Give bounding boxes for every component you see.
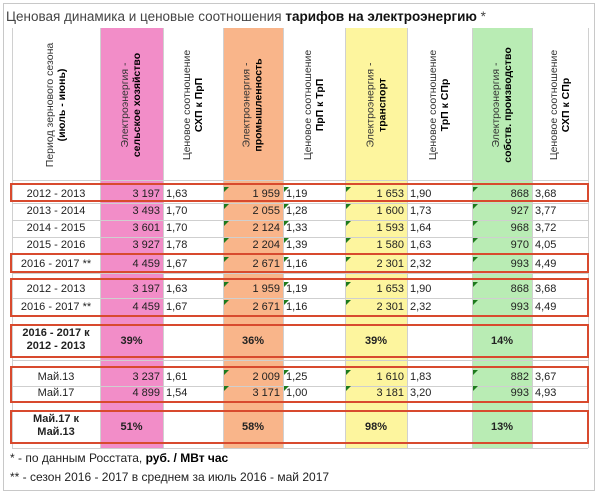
column-header-4 (283, 30, 345, 180)
table-cell: 4 459 (132, 258, 160, 270)
table-cell: 3 197 (132, 188, 160, 200)
table-cell: 1,63 (166, 283, 188, 295)
table-cell: 3 493 (132, 205, 160, 217)
grid-hline (12, 448, 588, 449)
table-cell: 1,64 (410, 222, 432, 234)
table-cell: 1,33 (286, 222, 308, 234)
column-header-0 (12, 30, 100, 180)
header-line-bold: (июль - июнь) (56, 68, 69, 142)
column-header-label (548, 50, 572, 160)
header-line-bold: транспорт (376, 78, 388, 132)
table-cell: 1 653 (376, 188, 404, 200)
table-cell: 3,77 (535, 205, 557, 217)
column-header-label (490, 47, 514, 163)
green-corner-marker (284, 238, 289, 243)
table-cell: 1,61 (166, 371, 188, 383)
column-header-8 (532, 30, 588, 180)
table-cell: 1 959 (252, 188, 280, 200)
highlight-box (10, 253, 589, 273)
grid-hline (12, 360, 588, 361)
table-cell: 1,28 (286, 205, 308, 217)
table-cell: 4,49 (535, 301, 557, 313)
table-cell: 1,00 (286, 387, 308, 399)
growth-label-line: Май.17 к (32, 413, 80, 425)
column-header-5 (345, 30, 407, 180)
highlight-box (10, 183, 589, 202)
table-cell: 1 610 (376, 371, 404, 383)
table-cell: 868 (510, 188, 529, 200)
green-corner-marker (473, 238, 478, 243)
growth-2013-2017-value: 39% (364, 334, 388, 347)
table-cell: 4,93 (535, 387, 557, 399)
table-cell: 1,90 (410, 283, 432, 295)
column-header-1 (100, 30, 163, 180)
green-corner-marker (284, 204, 289, 209)
green-corner-marker (284, 221, 289, 226)
growth-2013-2017-value: 14% (490, 334, 514, 347)
footnote-2: ** - сезон 2016 - 2017 в среднем за июль 2016 - май 2017 (10, 470, 330, 484)
table-cell: 2,32 (410, 301, 432, 313)
table-cell: 1,78 (166, 239, 188, 251)
table-cell: 1,16 (286, 301, 308, 313)
grid-hline (12, 180, 588, 181)
growth-label-line: 2016 - 2017 к (22, 327, 90, 339)
row-period: 2016 - 2017 ** (20, 258, 92, 270)
table-cell: 1 600 (376, 205, 404, 217)
header-line-bold: ТрП к СПр (439, 78, 452, 132)
header-line-bold: сельское хозяйство (131, 52, 144, 158)
table-cell: 3 601 (132, 222, 160, 234)
table-cell: 4 899 (132, 387, 160, 399)
table-cell: 3,20 (410, 387, 432, 399)
header-line: Электроэнергия - (241, 62, 254, 148)
page-title: Ценовая динамика и ценовые соотношения тарифов на электроэнергию * (6, 9, 486, 24)
column-header-6 (407, 30, 472, 180)
table-cell: 882 (510, 371, 529, 383)
header-line-bold: промышленность (253, 58, 266, 152)
table-cell: 1,70 (166, 222, 188, 234)
growth-may13-may17-value: 58% (241, 420, 265, 433)
table-cell: 1,54 (166, 387, 188, 399)
table-cell: 1,90 (410, 188, 432, 200)
table-cell: 3,67 (535, 371, 557, 383)
footnote-1: * - по данным Росстата, руб. / МВт час (10, 451, 229, 465)
growth-2013-2017-value: 39% (120, 334, 143, 347)
growth-may13-may17-value: 51% (120, 420, 143, 433)
row-period: Май.17 (37, 387, 75, 399)
table-cell: 1,73 (410, 205, 432, 217)
green-corner-marker (473, 204, 478, 209)
column-header-label (44, 43, 68, 167)
column-header-label (120, 53, 144, 157)
table-cell: 2 009 (252, 371, 280, 383)
table-cell: 927 (510, 205, 529, 217)
table-cell: 1,19 (286, 283, 308, 295)
header-line: Ценовое соотношение (302, 49, 314, 161)
table-cell: 1,83 (410, 371, 432, 383)
table-cell: 3 237 (132, 371, 160, 383)
header-line-bold: собств. производство (502, 47, 515, 163)
column-header-2 (163, 30, 223, 180)
table-cell: 3 927 (132, 239, 160, 251)
table-cell: 3,68 (535, 283, 557, 295)
growth-label-line: Май.13 (37, 426, 75, 438)
highlight-box (10, 366, 589, 403)
table-cell: 970 (510, 239, 529, 251)
table-cell: 1 580 (376, 239, 404, 251)
table-cell: 1,19 (286, 188, 308, 200)
green-corner-marker (224, 238, 229, 243)
table-cell: 993 (510, 387, 529, 399)
header-line: Ценовое соотношение (181, 49, 193, 161)
table-cell: 2 671 (252, 258, 280, 270)
table-cell: 1,63 (410, 239, 432, 251)
row-period: 2012 - 2013 (26, 188, 86, 200)
table-cell: 2 301 (376, 258, 404, 270)
table-cell: 4,49 (535, 258, 557, 270)
green-corner-marker (224, 204, 229, 209)
header-line: Электроэнергия - (119, 62, 132, 148)
table-cell: 993 (510, 258, 529, 270)
growth-2013-2017-value: 36% (241, 334, 265, 347)
green-corner-marker (346, 204, 351, 209)
column-header-label (428, 50, 452, 160)
row-period: 2013 - 2014 (26, 205, 86, 217)
table-cell: 2,32 (410, 258, 432, 270)
growth-label-line: 2012 - 2013 (26, 340, 86, 352)
table-cell: 1,67 (166, 258, 188, 270)
green-corner-marker (224, 221, 229, 226)
growth-may13-may17-value: 98% (364, 420, 388, 433)
highlight-box (10, 410, 589, 444)
header-line: Ценовое соотношение (548, 49, 560, 161)
table-cell: 2 301 (376, 301, 404, 313)
highlight-box (10, 324, 589, 358)
table-cell: 868 (510, 283, 529, 295)
header-line: Период зернового сезона (44, 42, 57, 168)
header-line-bold: ПрП к ТрП (314, 78, 326, 132)
green-corner-marker (346, 221, 351, 226)
column-header-label (364, 63, 388, 148)
highlight-box (10, 278, 589, 317)
table-cell: 3 197 (132, 283, 160, 295)
table-cell: 1,67 (166, 301, 188, 313)
table-cell: 2 124 (252, 222, 280, 234)
table-cell: 3 171 (252, 387, 280, 399)
header-line-bold: СХП к СПр (560, 77, 572, 133)
header-line: Ценовое соотношение (427, 49, 440, 161)
table-cell: 3,72 (535, 222, 557, 234)
table-cell: 4,05 (535, 239, 557, 251)
header-line: Электроэнергия - (490, 62, 503, 148)
table-cell: 1 653 (376, 283, 404, 295)
column-header-label (241, 58, 265, 151)
grid-hline (12, 273, 588, 274)
table-cell: 3,68 (535, 188, 557, 200)
row-period: 2016 - 2017 ** (20, 301, 92, 313)
table-cell: 1,39 (286, 239, 308, 251)
column-header-3 (223, 30, 283, 180)
row-period: 2014 - 2015 (26, 222, 86, 234)
row-period: Май.13 (37, 371, 75, 383)
table-cell: 4 459 (132, 301, 160, 313)
table-cell: 1 593 (376, 222, 404, 234)
green-corner-marker (473, 221, 478, 226)
table-cell: 2 204 (252, 239, 280, 251)
row-period: 2012 - 2013 (26, 283, 86, 295)
table-cell: 968 (510, 222, 529, 234)
table-cell: 3 181 (376, 387, 404, 399)
green-corner-marker (346, 238, 351, 243)
table-cell: 1,70 (166, 205, 188, 217)
column-header-7 (472, 30, 532, 180)
table-cell: 2 671 (252, 301, 280, 313)
table-cell: 1,25 (286, 371, 308, 383)
growth-may13-may17-value: 13% (490, 420, 514, 433)
row-period: 2015 - 2016 (26, 239, 86, 251)
table-cell: 1,63 (166, 188, 188, 200)
table-cell: 1 959 (252, 283, 280, 295)
header-line: Электроэнергия - (364, 62, 376, 148)
column-header-label (181, 50, 205, 160)
column-header-label (302, 50, 326, 160)
table-cell: 2 055 (252, 205, 280, 217)
table-cell: 993 (510, 301, 529, 313)
header-line-bold: СХП к ПрП (193, 77, 205, 133)
table-cell: 1,16 (286, 258, 308, 270)
